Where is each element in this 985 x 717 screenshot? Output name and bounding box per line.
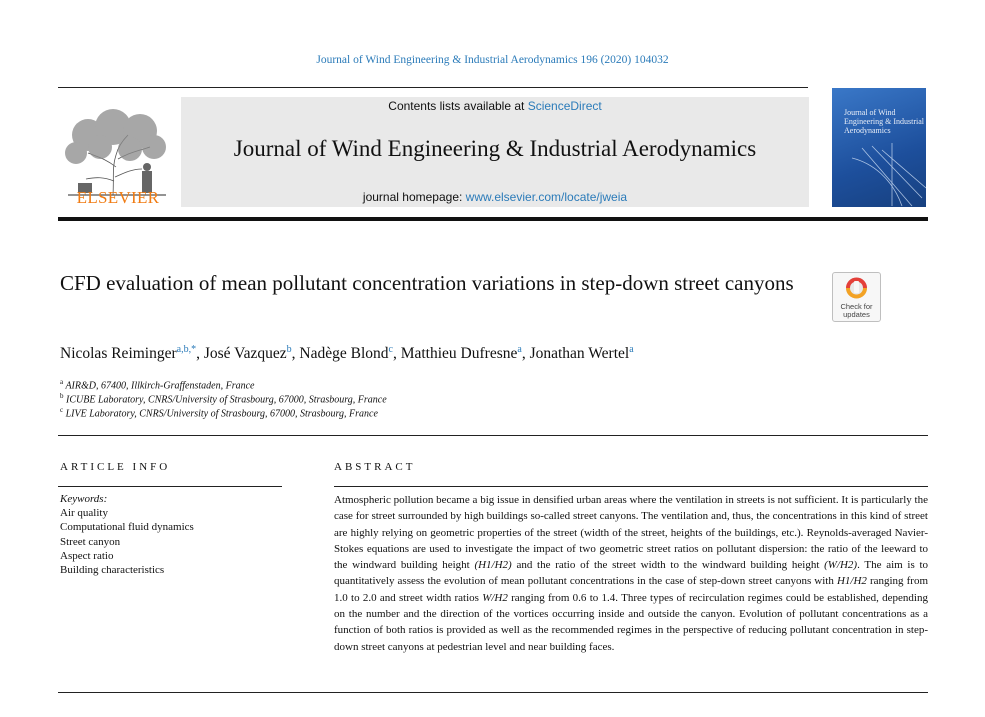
sciencedirect-link[interactable]: ScienceDirect [527,99,602,113]
affiliation-text: AIR&D, 67400, Illkirch-Graffenstaden, France [65,380,255,392]
cover-title: Journal of Wind Engineering & Industrial Aerodynamics [844,108,924,135]
abstract-math: H1/H2 [836,575,867,588]
abstract-text-segment: and the ratio of the street width to the windward building height [511,559,825,572]
abstract-text [334,492,928,655]
affiliation [60,392,387,405]
abstract-math: W/H2 [482,591,508,604]
contents-prefix: Contents lists available at [388,99,528,113]
author-name[interactable]: Nadège Blond [299,345,389,363]
article-info-heading: ARTICLE INFO [60,461,171,473]
affiliation [60,378,254,391]
keywords-label: Keywords: [60,493,108,505]
abstract-text-segment: Atmospheric pollution became a big issue in densified urban areas where the ventilation in streets is not sufficient. It is particularly the case for street surrounded by high buildings so-called street canyons. The ventilation and, thus, the concentrations in this kind of street are highly relying on geometric properties of the street (width of the street, heights of the buildings, etc.). Reynolds-averaged Navier-Stokes equations are used to investigate the impact of two geometric street ratios on pollutant dispersion: the ratio of the leeward to the windward building height [334,494,928,572]
homepage-prefix: journal homepage: [362,190,466,204]
article-info-rule [58,486,282,487]
author-list: Nicolas Reiminger$^{a,b,*}$, José Vazquez$^b$, Nadège Blond$^c$, Matthieu Dufresne$^a$, Jonathan Wertel$^a$ [60,344,634,363]
check-for-updates-icon [833,273,880,303]
author-affiliation-mark[interactable]: c [388,344,393,355]
homepage-line [181,190,809,204]
check-for-updates-label: Check for updates [840,302,873,319]
journal-title: Journal of Wind Engineering & Industrial Aerodynamics [233,136,757,161]
author-name[interactable]: José Vazquez [203,345,287,363]
paper-title: CFD evaluation of mean pollutant concentration variations in step-down street canyons [60,271,794,295]
keyword: Air quality [60,507,108,519]
publisher-wordmark: ELSEVIER [76,188,160,207]
author-name[interactable]: Jonathan Wertel [529,345,630,363]
abstract-math: (H1/H2) [474,559,512,572]
abstract-math: (W/H2) [824,559,858,572]
contents-line [181,99,809,113]
keyword: Aspect ratio [60,550,114,562]
author-affiliation-mark[interactable]: b [286,344,292,355]
abstract-text-segment: ranging from 1.0 to 2.0 and street width ratios [334,575,928,604]
keyword: Building characteristics [60,564,165,576]
author-affiliation-mark[interactable]: a,b,* [176,344,197,355]
journal-cover-image[interactable] [832,88,926,207]
abstract-rule [334,486,928,487]
author-affiliation-mark[interactable]: a [517,344,522,355]
affiliation-mark: c [60,406,64,414]
affiliation-text: ICUBE Laboratory, CNRS/University of Strasbourg, 67000, Strasbourg, France [66,394,387,406]
section-rule [58,435,928,436]
affiliation-mark: a [60,378,64,386]
affiliation-text: LIVE Laboratory, CNRS/University of Strasbourg, 67000, Strasbourg, France [65,408,378,420]
header-rule-thick [58,217,928,221]
abstract-text-segment: ranging from 0.6 to 1.4. Three types of recirculation regimes could be established, depending on the number and the direction of the vortices occurring inside and outside the canyon. Evolution of pollutant concentrations as a function of both ratios is provided as well as the recommended regimes in the perspective of reducing pollutant concentration in step-down street canyons at pedestrian level and near building faces. [334,591,928,653]
header-rule-thin [58,87,808,88]
author-name[interactable]: Matthieu Dufresne [400,345,518,363]
abstract-heading: ABSTRACT [334,461,416,473]
affiliation-mark: b [60,392,64,400]
author-name[interactable]: Nicolas Reiminger [60,345,177,363]
abstract-text-segment: . The aim is to quantitatively assess the evolution of mean pollutant concentrations in the case of step-down street canyons with [334,559,929,588]
keyword: Computational fluid dynamics [60,521,194,533]
keyword: Street canyon [60,536,121,548]
author-affiliation-mark[interactable]: a [629,344,634,355]
cover-graphic-icon [832,88,926,207]
journal-homepage-link[interactable]: www.elsevier.com/locate/jweia [465,190,628,204]
journal-reference[interactable]: Journal of Wind Engineering & Industrial Aerodynamics 196 (2020) 104032 [316,54,669,66]
affiliation [60,406,378,419]
footer-rule [58,692,928,693]
